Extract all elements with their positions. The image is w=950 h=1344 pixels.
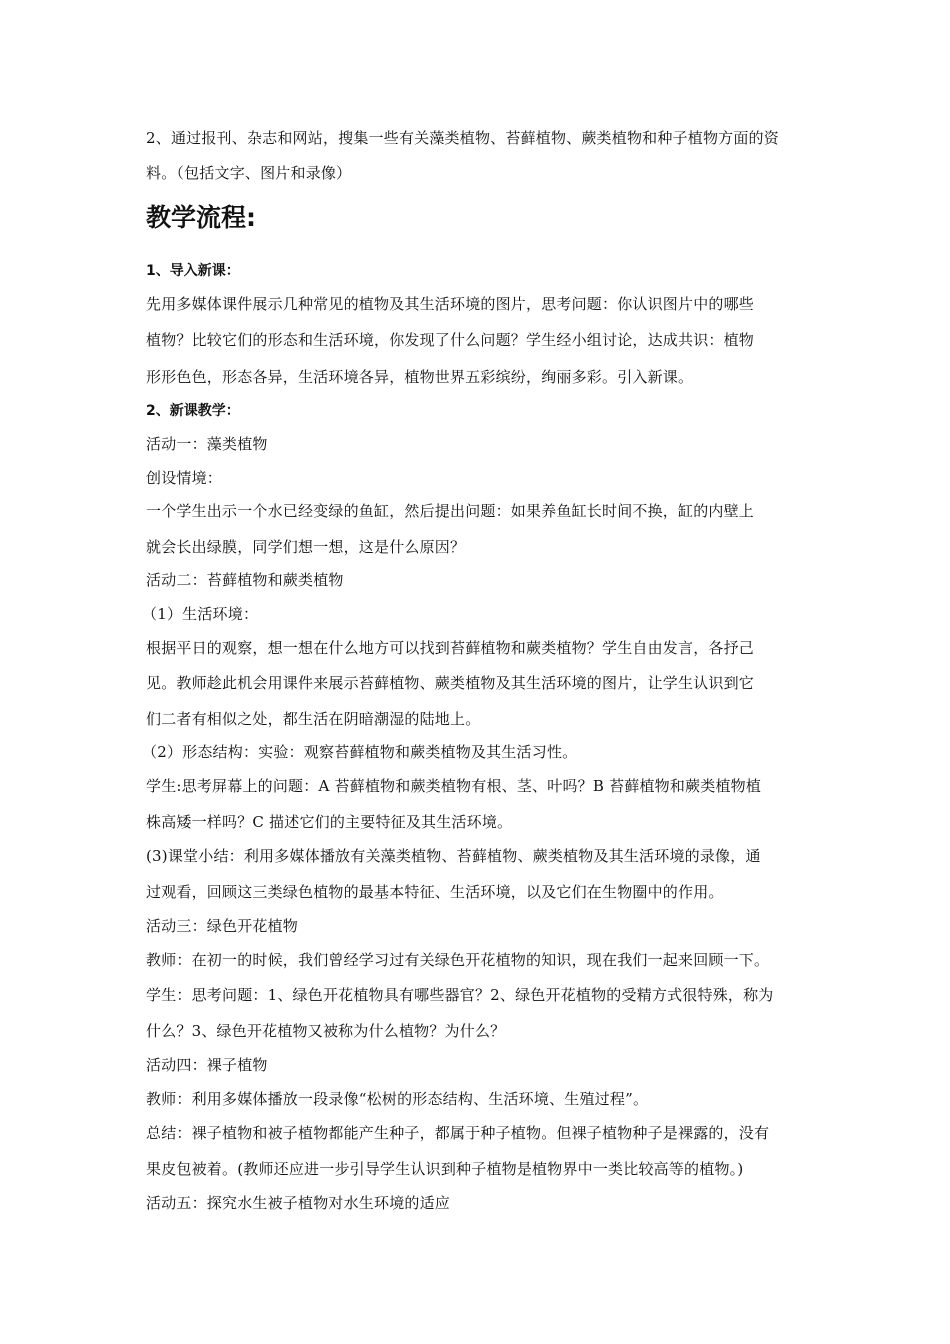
activity3-title: 活动三：绿色开花植物 (146, 917, 299, 935)
activity2-line1: 根据平日的观察，想一想在什么地方可以找到苔藓植物和蕨类植物？学生自由发言，各抒己 (146, 639, 755, 657)
activity2-line3: 们二者有相似之处，都生活在阴暗潮湿的陆地上。 (146, 710, 481, 728)
activity2-title: 活动二：苔藓植物和蕨类植物 (146, 571, 344, 589)
section2-title: 2、新课教学： (146, 403, 240, 419)
section1-line2: 植物？比较它们的形态和生活环境，你发现了什么问题？学生经小组讨论，达成共识：植物 (146, 331, 755, 349)
activity1-line2: 就会长出绿膜，同学们想一想，这是什么原因？ (146, 538, 466, 556)
activity2-line4: 学生:思考屏幕上的问题：A 苔藓植物和蕨类植物有根、茎、叶吗？B 苔藓植物和蕨类植物植 (146, 777, 762, 795)
activity1-title: 活动一：藻类植物 (146, 435, 268, 453)
activity3-line1: 教师：在初一的时候，我们曾经学习过有关绿色开花植物的知识，现在我们一起来回顾一下。 (146, 951, 770, 969)
item2-line1: 2、通过报刊、杂志和网站，搜集一些有关藻类植物、苔藓植物、蕨类植物和种子植物方面的资 (146, 129, 779, 147)
section1-line3: 形形色色，形态各异，生活环境各异，植物世界五彩缤纷，绚丽多彩。引入新课。 (146, 368, 694, 386)
teaching-process-heading: 教学流程: (146, 203, 256, 232)
activity4-line1: 教师：利用多媒体播放一段录像“松树的形态结构、生活环境、生殖过程”。 (146, 1090, 649, 1108)
activity2-line2: 见。教师趁此机会用课件来展示苔藓植物、蕨类植物及其生活环境的图片，让学生认识到它 (146, 674, 755, 692)
activity2-sub1: （1）生活环境： (142, 605, 259, 623)
section1-title: 1、导入新课： (146, 263, 240, 279)
section1-line1: 先用多媒体课件展示几种常见的植物及其生活环境的图片，思考问题：你认识图片中的哪些 (146, 295, 755, 313)
activity2-sub2: （2）形态结构：实验：观察苔藓植物和蕨类植物及其生活习性。 (142, 743, 578, 761)
activity2-line7: 过观看，回顾这三类绿色植物的最基本特征、生活环境，以及它们在生物圈中的作用。 (146, 883, 724, 901)
activity3-line3: 什么？3、绿色开花植物又被称为什么植物？为什么？ (146, 1022, 506, 1040)
activity2-line5: 株高矮一样吗？C 描述它们的主要特征及其生活环境。 (146, 813, 513, 831)
activity3-line2: 学生：思考问题：1、绿色开花植物具有哪些器官？2、绿色开花植物的受精方式很特殊，称为 (146, 986, 774, 1004)
activity4-line3: 果皮包被着。(教师还应进一步引导学生认识到种子植物是植物界中一类比较高等的植物。) (146, 1160, 744, 1178)
activity4-line2: 总结：裸子植物和被子植物都能产生种子，都属于种子植物。但裸子植物种子是裸露的，没有 (146, 1124, 770, 1142)
activity5-title: 活动五：探究水生被子植物对水生环境的适应 (146, 1194, 451, 1212)
activity1-scene-label: 创设情境： (146, 469, 223, 487)
activity1-line1: 一个学生出示一个水已经变绿的鱼缸，然后提出问题：如果养鱼缸长时间不换，缸的内壁上 (146, 502, 755, 520)
activity4-title: 活动四：裸子植物 (146, 1056, 268, 1074)
activity2-line6: (3)课堂小结：利用多媒体播放有关藻类植物、苔藓植物、蕨类植物及其生活环境的录像，通 (146, 847, 761, 865)
item2-line2: 料。（包括文字、图片和录像） (146, 164, 352, 182)
